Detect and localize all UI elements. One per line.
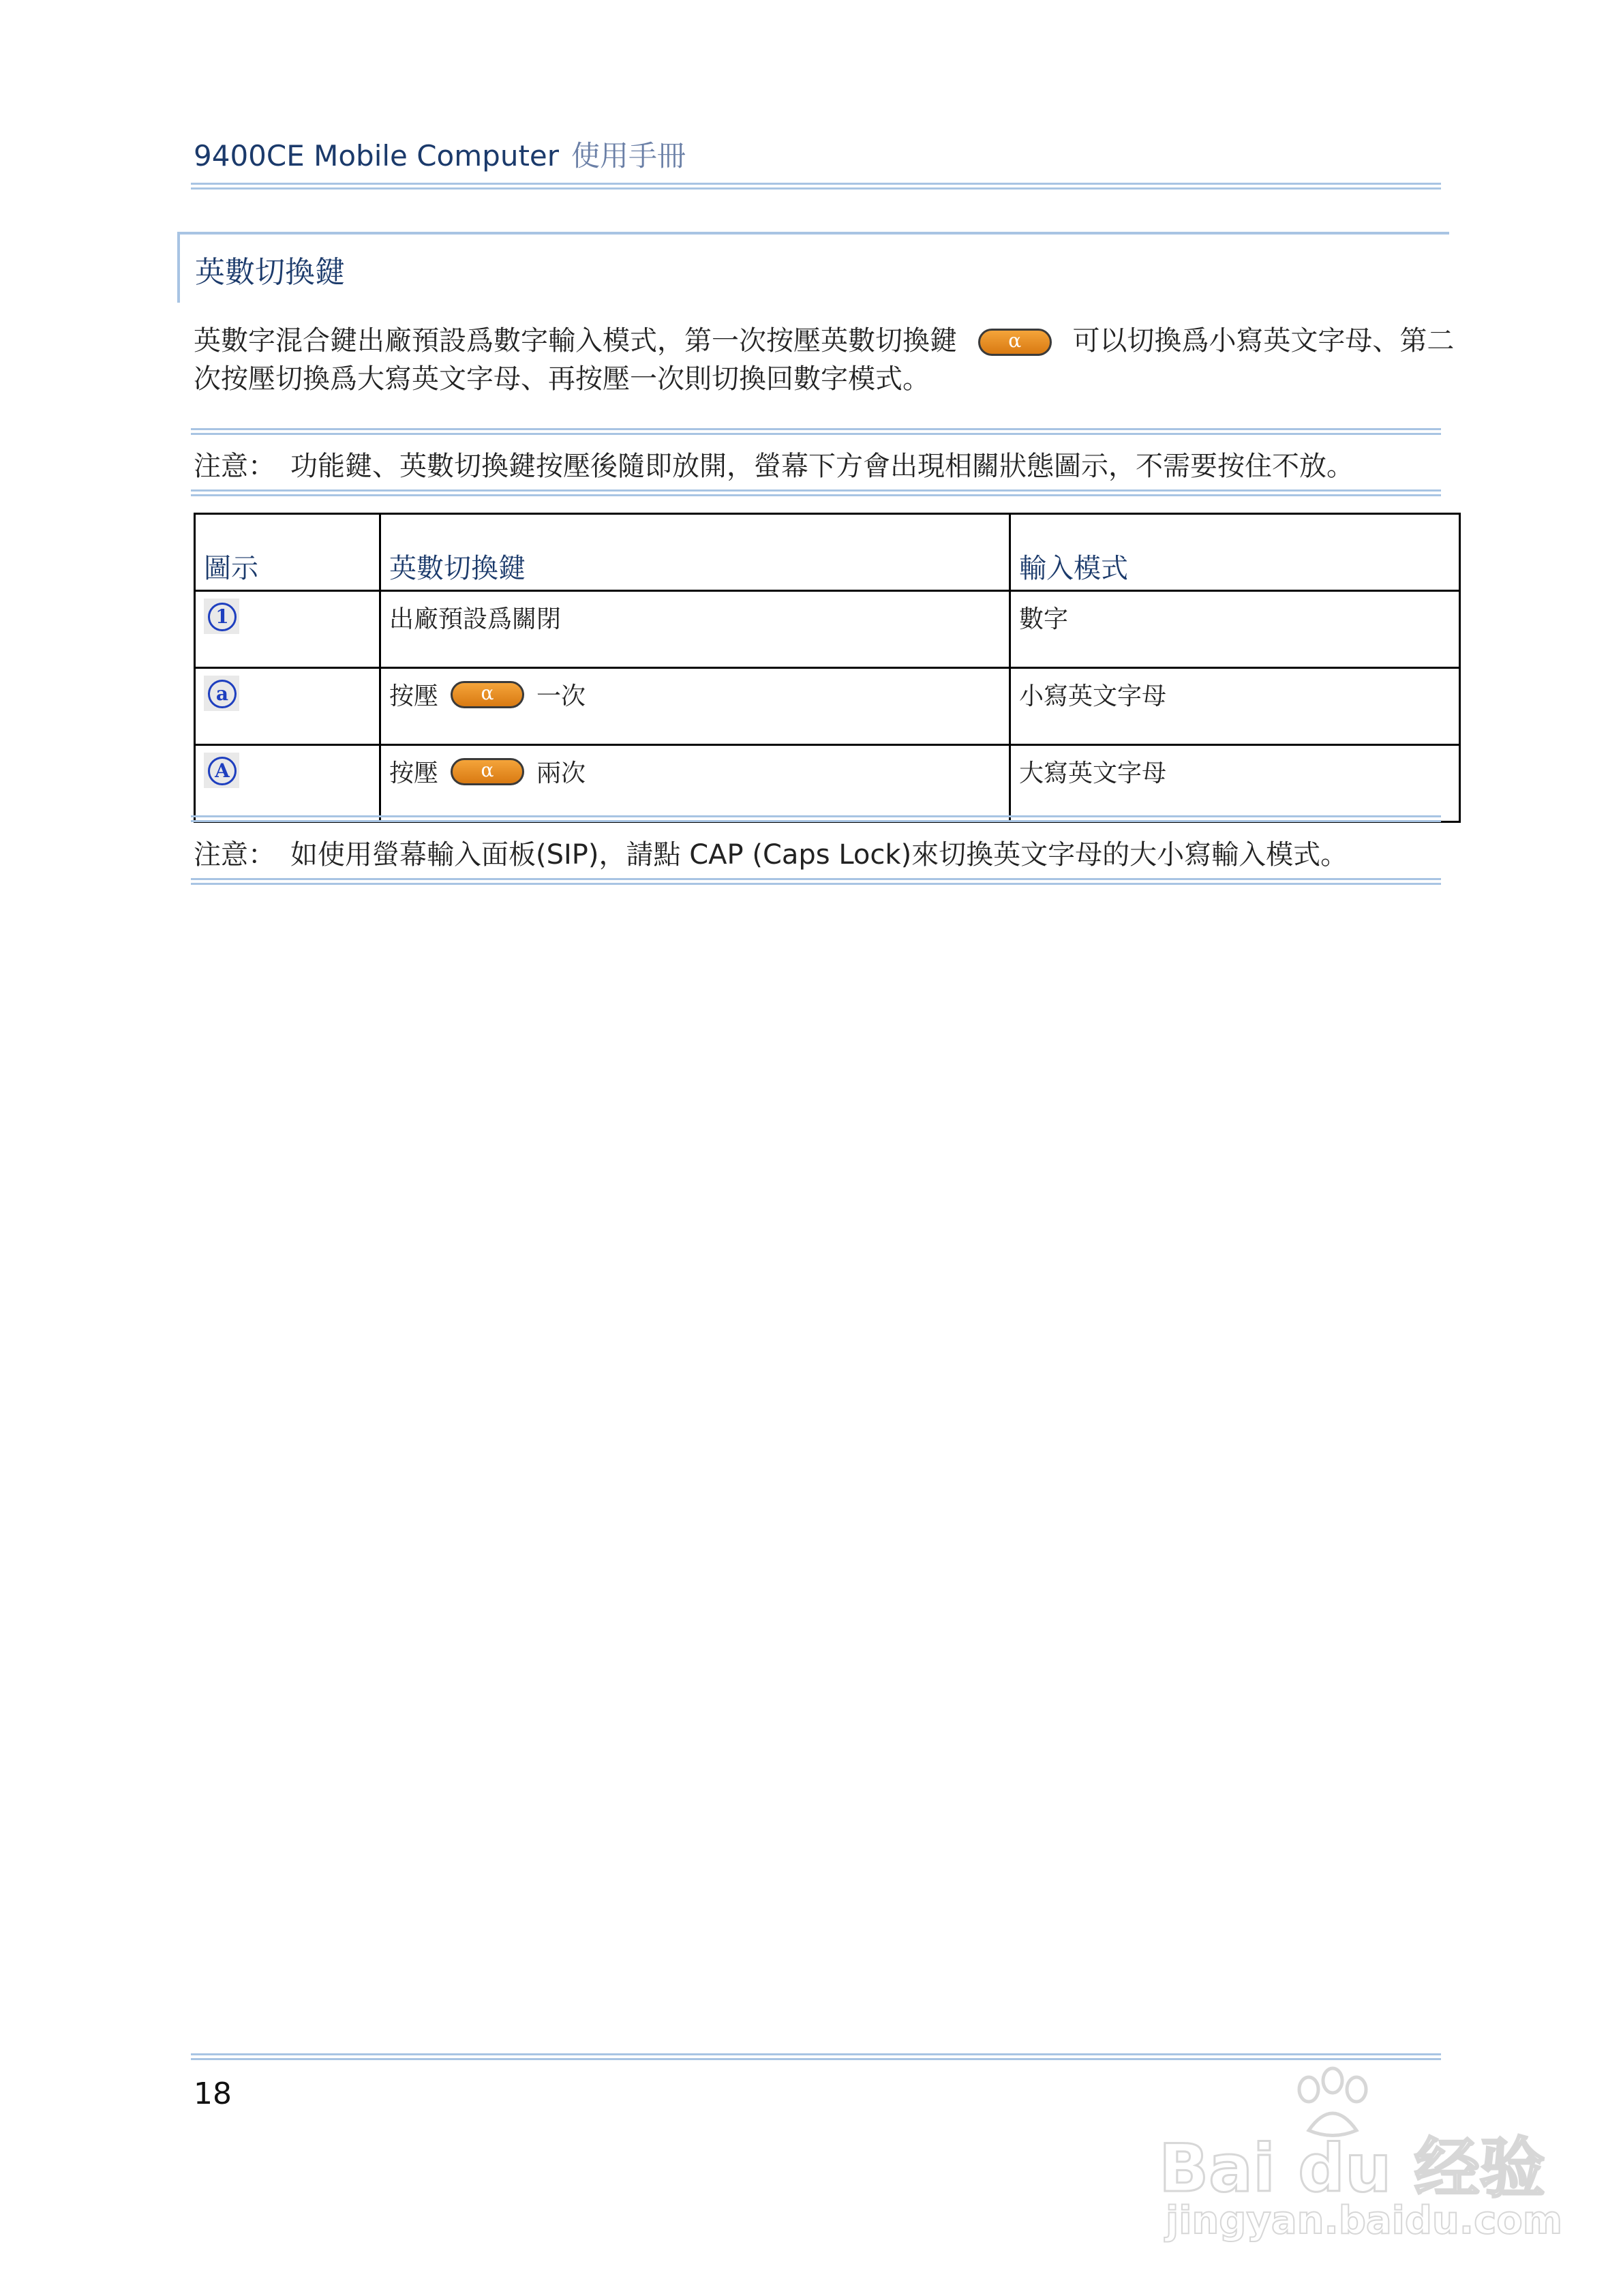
table-row xyxy=(195,668,1460,745)
table-header-row xyxy=(195,514,1460,591)
page-number: 18 xyxy=(194,2076,232,2111)
footer-rule xyxy=(191,2053,1441,2060)
table-cell-mode: 小寫英文字母 xyxy=(1010,668,1460,745)
alpha-key-icon: α xyxy=(451,758,524,785)
lowercase-mode-icon xyxy=(204,676,239,711)
press-label: 按壓 xyxy=(389,759,439,787)
column-header-key: 英數切換鍵 xyxy=(380,514,1010,591)
table-cell-mode: 數字 xyxy=(1010,591,1460,668)
uppercase-mode-icon xyxy=(204,753,239,788)
table-row xyxy=(195,745,1460,822)
table-cell-key xyxy=(380,745,1010,822)
numeric-mode-icon xyxy=(204,599,239,634)
header-product: 9400CE Mobile Computer xyxy=(194,139,560,172)
note2-bottom-rule xyxy=(191,878,1441,885)
table-cell-key xyxy=(380,668,1010,745)
section-heading-frame xyxy=(177,232,1449,303)
table-cell-icon xyxy=(195,668,380,745)
watermark-url: jingyan.baidu.com xyxy=(1166,2199,1563,2243)
note-2 xyxy=(194,833,1348,872)
table-cell-key: 出廠預設爲關閉 xyxy=(380,591,1010,668)
alpha-key-icon: α xyxy=(978,329,1052,356)
note2-label: 注意： xyxy=(194,839,275,871)
note1-top-rule xyxy=(191,428,1441,435)
press-count: 兩次 xyxy=(536,759,586,787)
watermark-brand: Bai du 经验 xyxy=(1159,2130,1545,2207)
paragraph-line-1 xyxy=(194,322,1454,360)
note1-label: 注意： xyxy=(194,451,275,482)
lowercase-mode-icon-glyph: a xyxy=(208,680,237,708)
paragraph-text-b: 可以切換爲小寫英文字母、第二 xyxy=(1072,325,1455,357)
header-manual-title: 使用手冊 xyxy=(571,139,686,172)
note1-text: 功能鍵、英數切換鍵按壓後隨即放開，螢幕下方會出現相關狀態圖示，不需要按住不放。 xyxy=(290,451,1354,482)
column-header-mode: 輸入模式 xyxy=(1010,514,1460,591)
table-cell-mode: 大寫英文字母 xyxy=(1010,745,1460,822)
table-cell-icon xyxy=(195,591,380,668)
page-header xyxy=(194,134,686,175)
column-header-icon: 圖示 xyxy=(195,514,380,591)
press-label: 按壓 xyxy=(389,682,439,710)
paragraph-text-a: 英數字混合鍵出廠預設爲數字輸入模式，第一次按壓英數切換鍵 xyxy=(194,325,957,357)
numeric-mode-icon-glyph: 1 xyxy=(208,603,237,631)
note1-bottom-rule xyxy=(191,489,1441,496)
press-count: 一次 xyxy=(536,682,586,710)
table-row xyxy=(195,591,1460,668)
section-title: 英數切換鍵 xyxy=(195,255,345,290)
header-rule xyxy=(191,183,1441,190)
note2-text: 如使用螢幕輸入面板(SIP)，請點 CAP (Caps Lock)來切換英文字母的大小寫輸入模式。 xyxy=(290,839,1348,871)
note-1 xyxy=(194,444,1354,483)
input-mode-table xyxy=(194,513,1461,823)
uppercase-mode-icon-glyph: A xyxy=(208,757,237,785)
alpha-key-icon: α xyxy=(451,681,524,708)
table-cell-icon xyxy=(195,745,380,822)
paragraph-line-2: 次按壓切換爲大寫英文字母、再按壓一次則切換回數字模式。 xyxy=(194,363,930,395)
note2-top-rule xyxy=(191,815,1441,822)
